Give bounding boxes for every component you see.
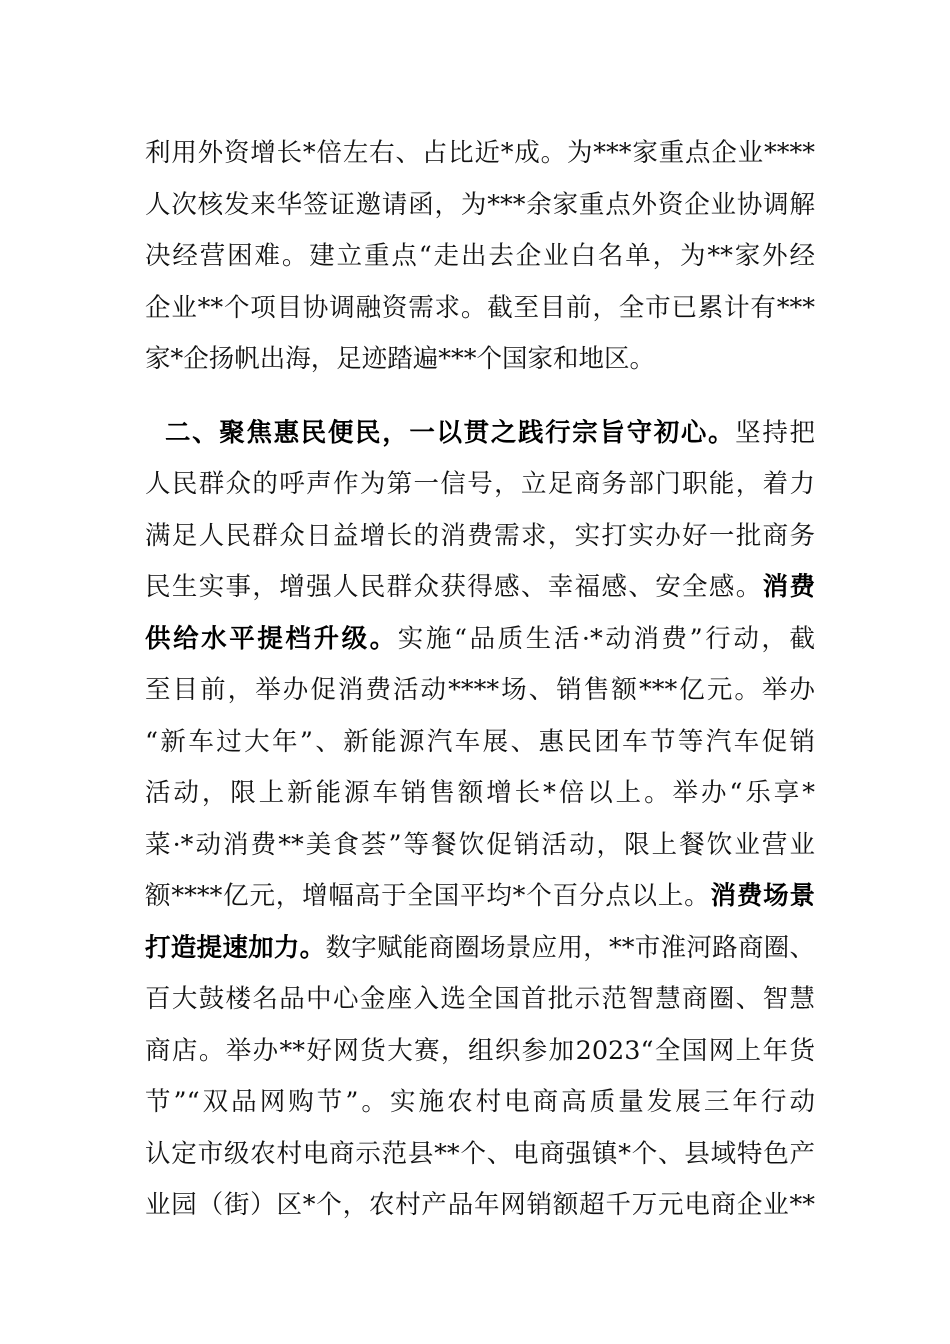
text-line: 人次核发来华签证邀请函，为***余家重点外资企业协调解 [145, 189, 815, 220]
text-line [145, 562, 815, 614]
document-body [145, 128, 815, 1232]
text-line: 业园（街）区*个，农村产品年网销额超千万元电商企业** [145, 1190, 815, 1220]
text-line: 人民群众的呼声作为第一信号，立足商务部门职能，着力 [145, 469, 815, 499]
text-line: 商店。举办**好网货大赛，组织参加2023“全国网上年货 [145, 1035, 815, 1066]
text-line: 认定市级农村电商示范县**个、电商强镇*个、县域特色产 [145, 1138, 815, 1169]
subheading-consumption-supply: 消费 [762, 572, 815, 602]
text-line: 菜·*动消费**美食荟”等餐饮促销活动，限上餐饮业营业 [145, 829, 815, 860]
text-line [145, 408, 815, 460]
section-heading: 二、聚焦惠民便民，一以贯之践行宗旨守初心。 [165, 417, 736, 448]
text-run: 数字赋能商圈场景应用，**市淮河路商圈、 [325, 932, 815, 963]
text-line: 活动，限上新能源车销售额增长*倍以上。举办“乐享* [145, 778, 815, 808]
text-run: 实施“品质生活·*动消费”行动，截 [397, 623, 815, 654]
subheading-consumption-scene: 消费场景 [710, 881, 815, 911]
text-run: 民生实事，增强人民群众获得感、幸福感、安全感。 [145, 572, 763, 602]
text-line: 企业**个项目协调融资需求。截至目前，全市已累计有*** [145, 292, 815, 323]
text-line: 利用外资增长*倍左右、占比近*成。为***家重点企业**** [145, 138, 815, 168]
text-line: 决经营困难。建立重点“走出去企业白名单，为**家外经 [145, 241, 815, 271]
paragraph-foreign-investment [145, 128, 815, 386]
text-line: 家*企扬帆出海，足迹踏遍***个国家和地区。 [145, 344, 656, 374]
text-run: 坚持把 [735, 417, 815, 448]
subheading-consumption-supply: 供给水平提档升级。 [145, 623, 398, 654]
text-line: “新车过大年”、新能源汽车展、惠民团车节等汽车促销 [145, 726, 815, 757]
text-line: 百大鼓楼名品中心金座入选全国首批示范智慧商圈、智慧 [145, 984, 815, 1014]
text-line: 节”“双品网购节”。实施农村电商高质量发展三年行动 [145, 1087, 815, 1117]
paragraph-consumer-welfare [145, 408, 815, 1232]
text-line: 至目前，举办促消费活动****场、销售额***亿元。举办 [145, 675, 815, 705]
text-line [145, 871, 815, 923]
text-line [145, 923, 815, 975]
text-line: 满足人民群众日益增长的消费需求，实打实办好一批商务 [145, 520, 815, 551]
text-line [145, 614, 815, 666]
text-run: 额****亿元，增幅高于全国平均*个百分点以上。 [145, 881, 711, 911]
subheading-consumption-scene: 打造提速加力。 [145, 932, 326, 963]
